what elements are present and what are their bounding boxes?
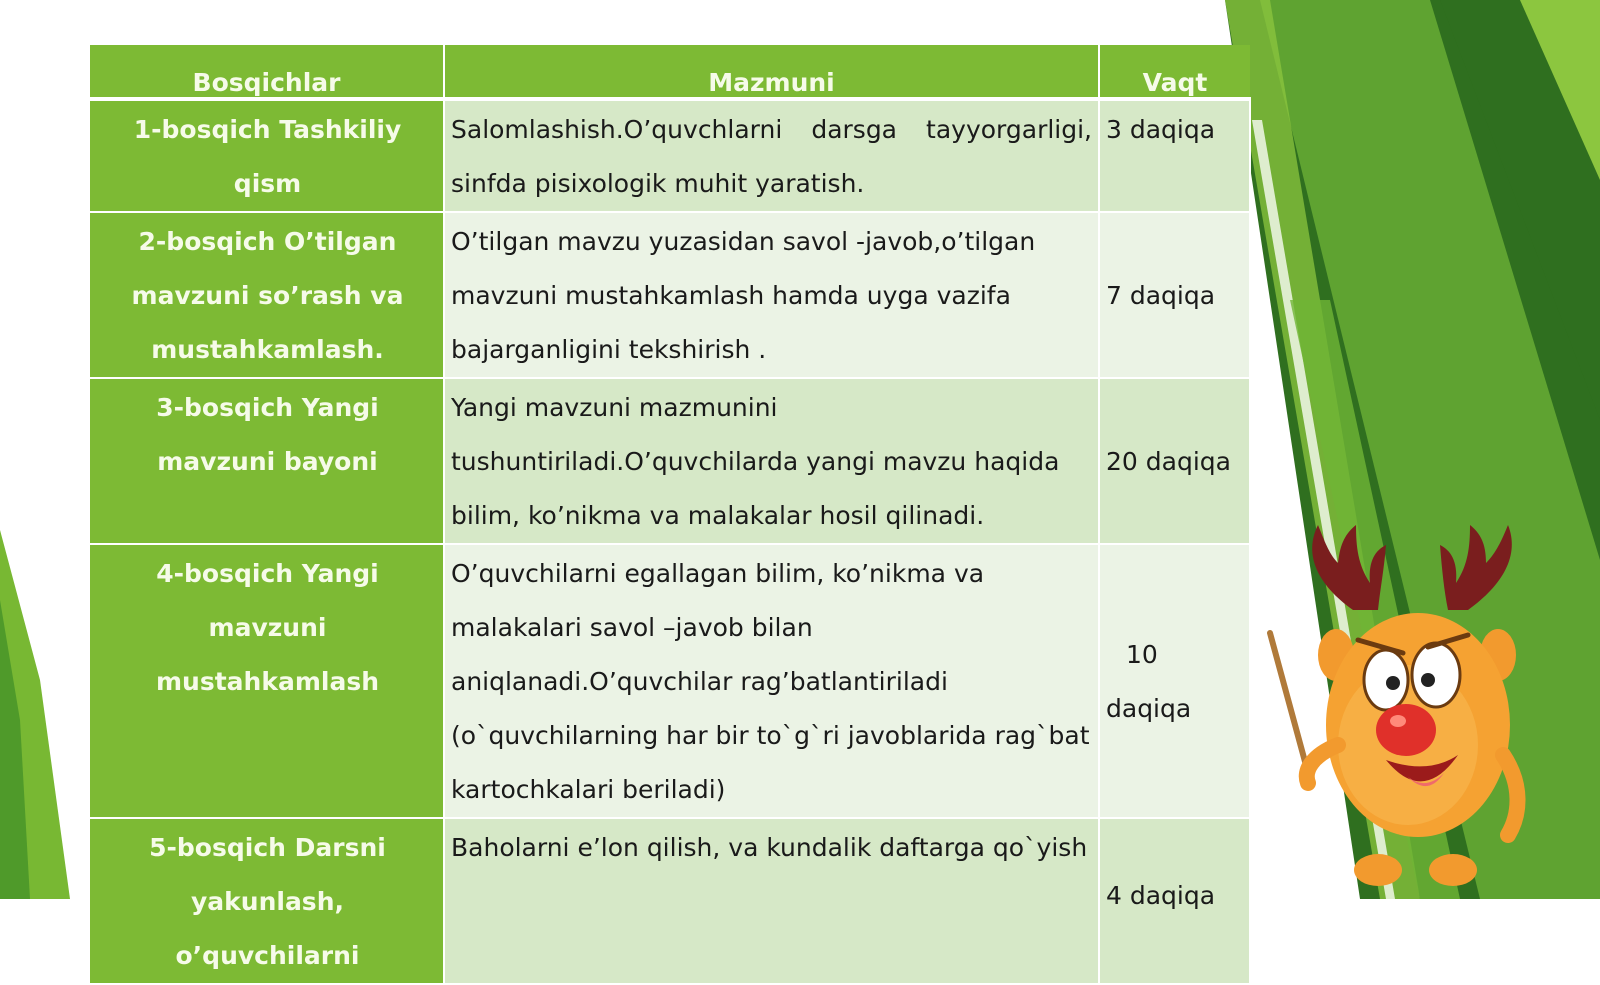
time-value: 10	[1126, 640, 1158, 669]
table-row	[90, 378, 1250, 544]
content-cell: O’tilgan mavzu yuzasidan savol -javob,o’tilgan mavzuni mustahkamlash hamda uyga vazifa bajarganligini tekshirish .	[444, 212, 1099, 378]
table-row	[90, 212, 1250, 378]
content-cell: Salomlashish.O’quvchlarni darsga tayyorgarligi, sinfda pisixologik muhit yaratish.	[444, 99, 1099, 212]
stage-cell: 1-bosqich Tashkiliy qism	[90, 99, 444, 212]
table-header-row	[90, 45, 1250, 99]
stage-cell: 5-bosqich Darsni yakunlash, o’quvchilarni	[90, 818, 444, 984]
content-cell: Baholarni e’lon qilish, va kundalik daftarga qo`yish	[444, 818, 1099, 984]
header-content: Mazmuni	[444, 45, 1099, 99]
time-cell: 3 daqiqa	[1099, 99, 1250, 212]
stage-cell: 2-bosqich O’tilgan mavzuni so’rash va mustahkamlash.	[90, 212, 444, 378]
header-time: Vaqt	[1099, 45, 1250, 99]
time-cell: 20 daqiqa	[1099, 378, 1250, 544]
stage-cell: 3-bosqich Yangi mavzuni bayoni	[90, 378, 444, 544]
moose-mascot-illustration	[1258, 515, 1588, 899]
header-stages: Bosqichlar	[90, 45, 444, 99]
table-row	[90, 544, 1250, 818]
stage-cell: 4-bosqich Yangi mavzuni mustahkamlash	[90, 544, 444, 818]
time-cell: 4 daqiqa	[1099, 818, 1250, 984]
lesson-plan-table	[90, 45, 1251, 985]
table-row	[90, 818, 1250, 984]
time-cell: 7 daqiqa	[1099, 212, 1250, 378]
time-unit: daqiqa	[1106, 694, 1192, 723]
content-cell: Yangi mavzuni mazmunini tushuntiriladi.O’quvchilarda yangi mavzu haqida bilim, ko’nikma va malakalar hosil qilinadi.	[444, 378, 1099, 544]
content-cell: O’quvchilarni egallagan bilim, ko’nikma va malakalari savol –javob bilan aniqlanadi.O’quvchilar rag’batlantiriladi (o`quvchilarning har bir to`g`ri javoblarida rag`bat kartochkalari beriladi)	[444, 544, 1099, 818]
table-row	[90, 99, 1250, 212]
time-cell	[1099, 544, 1250, 818]
